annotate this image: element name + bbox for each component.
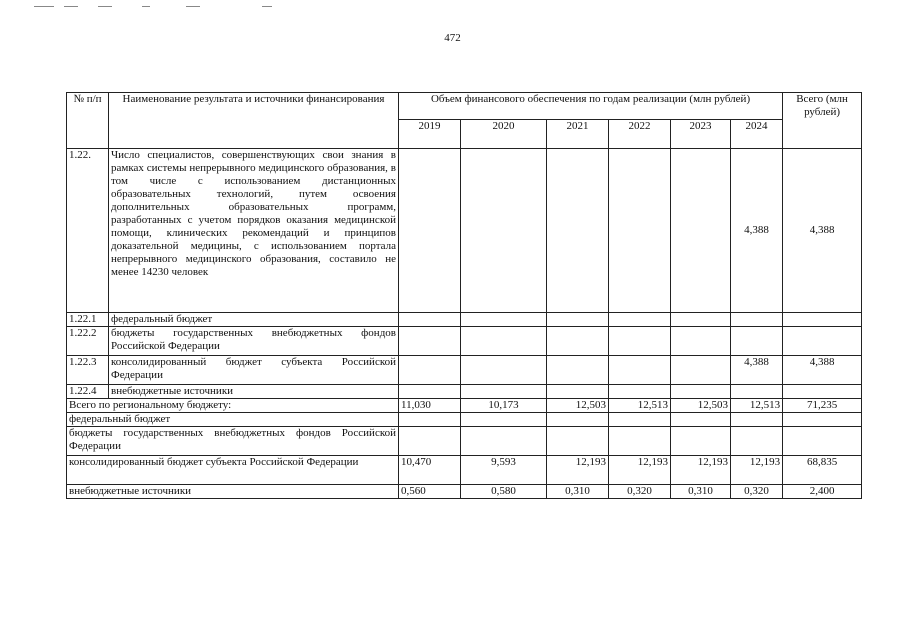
summary-name: Всего по региональному бюджету: [67, 399, 399, 413]
summary-total [783, 413, 862, 427]
header-total: Всего (млн рублей) [783, 93, 862, 149]
row-value [671, 327, 731, 356]
row-value [461, 313, 547, 327]
row-value [609, 356, 671, 385]
summary-value [609, 413, 671, 427]
summary-value: 0,310 [671, 485, 731, 499]
header-year: 2020 [461, 120, 547, 149]
summary-value [671, 413, 731, 427]
row-value [671, 149, 731, 313]
row-value [547, 149, 609, 313]
summary-value: 11,030 [399, 399, 461, 413]
financing-table [66, 92, 862, 499]
row-value [731, 313, 783, 327]
summary-value: 12,503 [547, 399, 609, 413]
table-row [67, 149, 862, 313]
row-name: бюджеты государственных внебюджетных фондов Российской Федерации [109, 327, 399, 356]
summary-row [67, 456, 862, 485]
row-value [609, 149, 671, 313]
row-value [399, 327, 461, 356]
summary-value: 0,560 [399, 485, 461, 499]
row-total: 4,388 [783, 149, 862, 313]
summary-name: федеральный бюджет [67, 413, 399, 427]
summary-row [67, 413, 862, 427]
row-value [671, 385, 731, 399]
row-name: консолидированный бюджет субъекта Российской Федерации [109, 356, 399, 385]
summary-name: консолидированный бюджет субъекта Российской Федерации [67, 456, 399, 485]
summary-value [547, 413, 609, 427]
summary-value: 0,320 [731, 485, 783, 499]
row-total [783, 313, 862, 327]
summary-value [609, 427, 671, 456]
row-num: 1.22. [67, 149, 109, 313]
row-value [399, 385, 461, 399]
summary-total: 2,400 [783, 485, 862, 499]
summary-name: внебюджетные источники [67, 485, 399, 499]
row-num: 1.22.2 [67, 327, 109, 356]
summary-value: 12,503 [671, 399, 731, 413]
row-value [609, 327, 671, 356]
summary-value: 0,580 [461, 485, 547, 499]
summary-value: 0,310 [547, 485, 609, 499]
summary-value [547, 427, 609, 456]
row-value [461, 149, 547, 313]
table-row [67, 327, 862, 356]
summary-value [399, 413, 461, 427]
row-value [731, 385, 783, 399]
header-volume: Объем финансового обеспечения по годам реализации (млн рублей) [399, 93, 783, 120]
header-year: 2024 [731, 120, 783, 149]
summary-name: бюджеты государственных внебюджетных фондов Российской Федерации [67, 427, 399, 456]
row-value [671, 313, 731, 327]
row-value [547, 385, 609, 399]
table-row [67, 356, 862, 385]
scan-artifacts [0, 0, 300, 12]
summary-value [399, 427, 461, 456]
summary-value: 12,193 [671, 456, 731, 485]
row-total [783, 327, 862, 356]
summary-total: 68,835 [783, 456, 862, 485]
row-value [671, 356, 731, 385]
summary-value: 10,470 [399, 456, 461, 485]
page-number: 472 [444, 32, 461, 44]
row-value [399, 313, 461, 327]
row-value [731, 327, 783, 356]
summary-value: 12,193 [547, 456, 609, 485]
row-value [609, 313, 671, 327]
summary-value: 12,513 [731, 399, 783, 413]
row-value [399, 149, 461, 313]
row-name: внебюджетные источники [109, 385, 399, 399]
summary-value: 9,593 [461, 456, 547, 485]
row-value [609, 385, 671, 399]
summary-value [671, 427, 731, 456]
row-num: 1.22.1 [67, 313, 109, 327]
row-total [783, 385, 862, 399]
row-name: федеральный бюджет [109, 313, 399, 327]
summary-value: 12,193 [731, 456, 783, 485]
header-year: 2022 [609, 120, 671, 149]
row-total: 4,388 [783, 356, 862, 385]
header-year: 2021 [547, 120, 609, 149]
summary-row [67, 427, 862, 456]
row-value [547, 356, 609, 385]
summary-value [461, 413, 547, 427]
row-name: Число специалистов, совершенствующих свои знания в рамках системы непрерывного медицинского образования, в том числе с использованием дистанционных образовательных технологий, путем освоения дополнительных образовательных программ, разработанных с учетом порядков оказания медицинской помощи, клинических рекомендаций и принципов доказательной медицины, с использованием портала непрерывного медицинского образования, составило не менее 14230 человек [109, 149, 399, 313]
header-name: Наименование результата и источники финансирования [109, 93, 399, 149]
summary-total: 71,235 [783, 399, 862, 413]
row-num: 1.22.3 [67, 356, 109, 385]
header-num: № п/п [67, 93, 109, 149]
row-value [461, 385, 547, 399]
summary-total [783, 427, 862, 456]
summary-value: 10,173 [461, 399, 547, 413]
row-value [547, 313, 609, 327]
table-row [67, 313, 862, 327]
summary-value [731, 413, 783, 427]
header-year: 2023 [671, 120, 731, 149]
row-value: 4,388 [731, 356, 783, 385]
header-year: 2019 [399, 120, 461, 149]
row-value [461, 356, 547, 385]
table-row [67, 385, 862, 399]
summary-row [67, 485, 862, 499]
summary-value: 12,193 [609, 456, 671, 485]
summary-row [67, 399, 862, 413]
row-value [461, 327, 547, 356]
summary-value [461, 427, 547, 456]
row-value [399, 356, 461, 385]
summary-value: 12,513 [609, 399, 671, 413]
row-num: 1.22.4 [67, 385, 109, 399]
row-value: 4,388 [731, 149, 783, 313]
summary-value [731, 427, 783, 456]
row-value [547, 327, 609, 356]
summary-value: 0,320 [609, 485, 671, 499]
